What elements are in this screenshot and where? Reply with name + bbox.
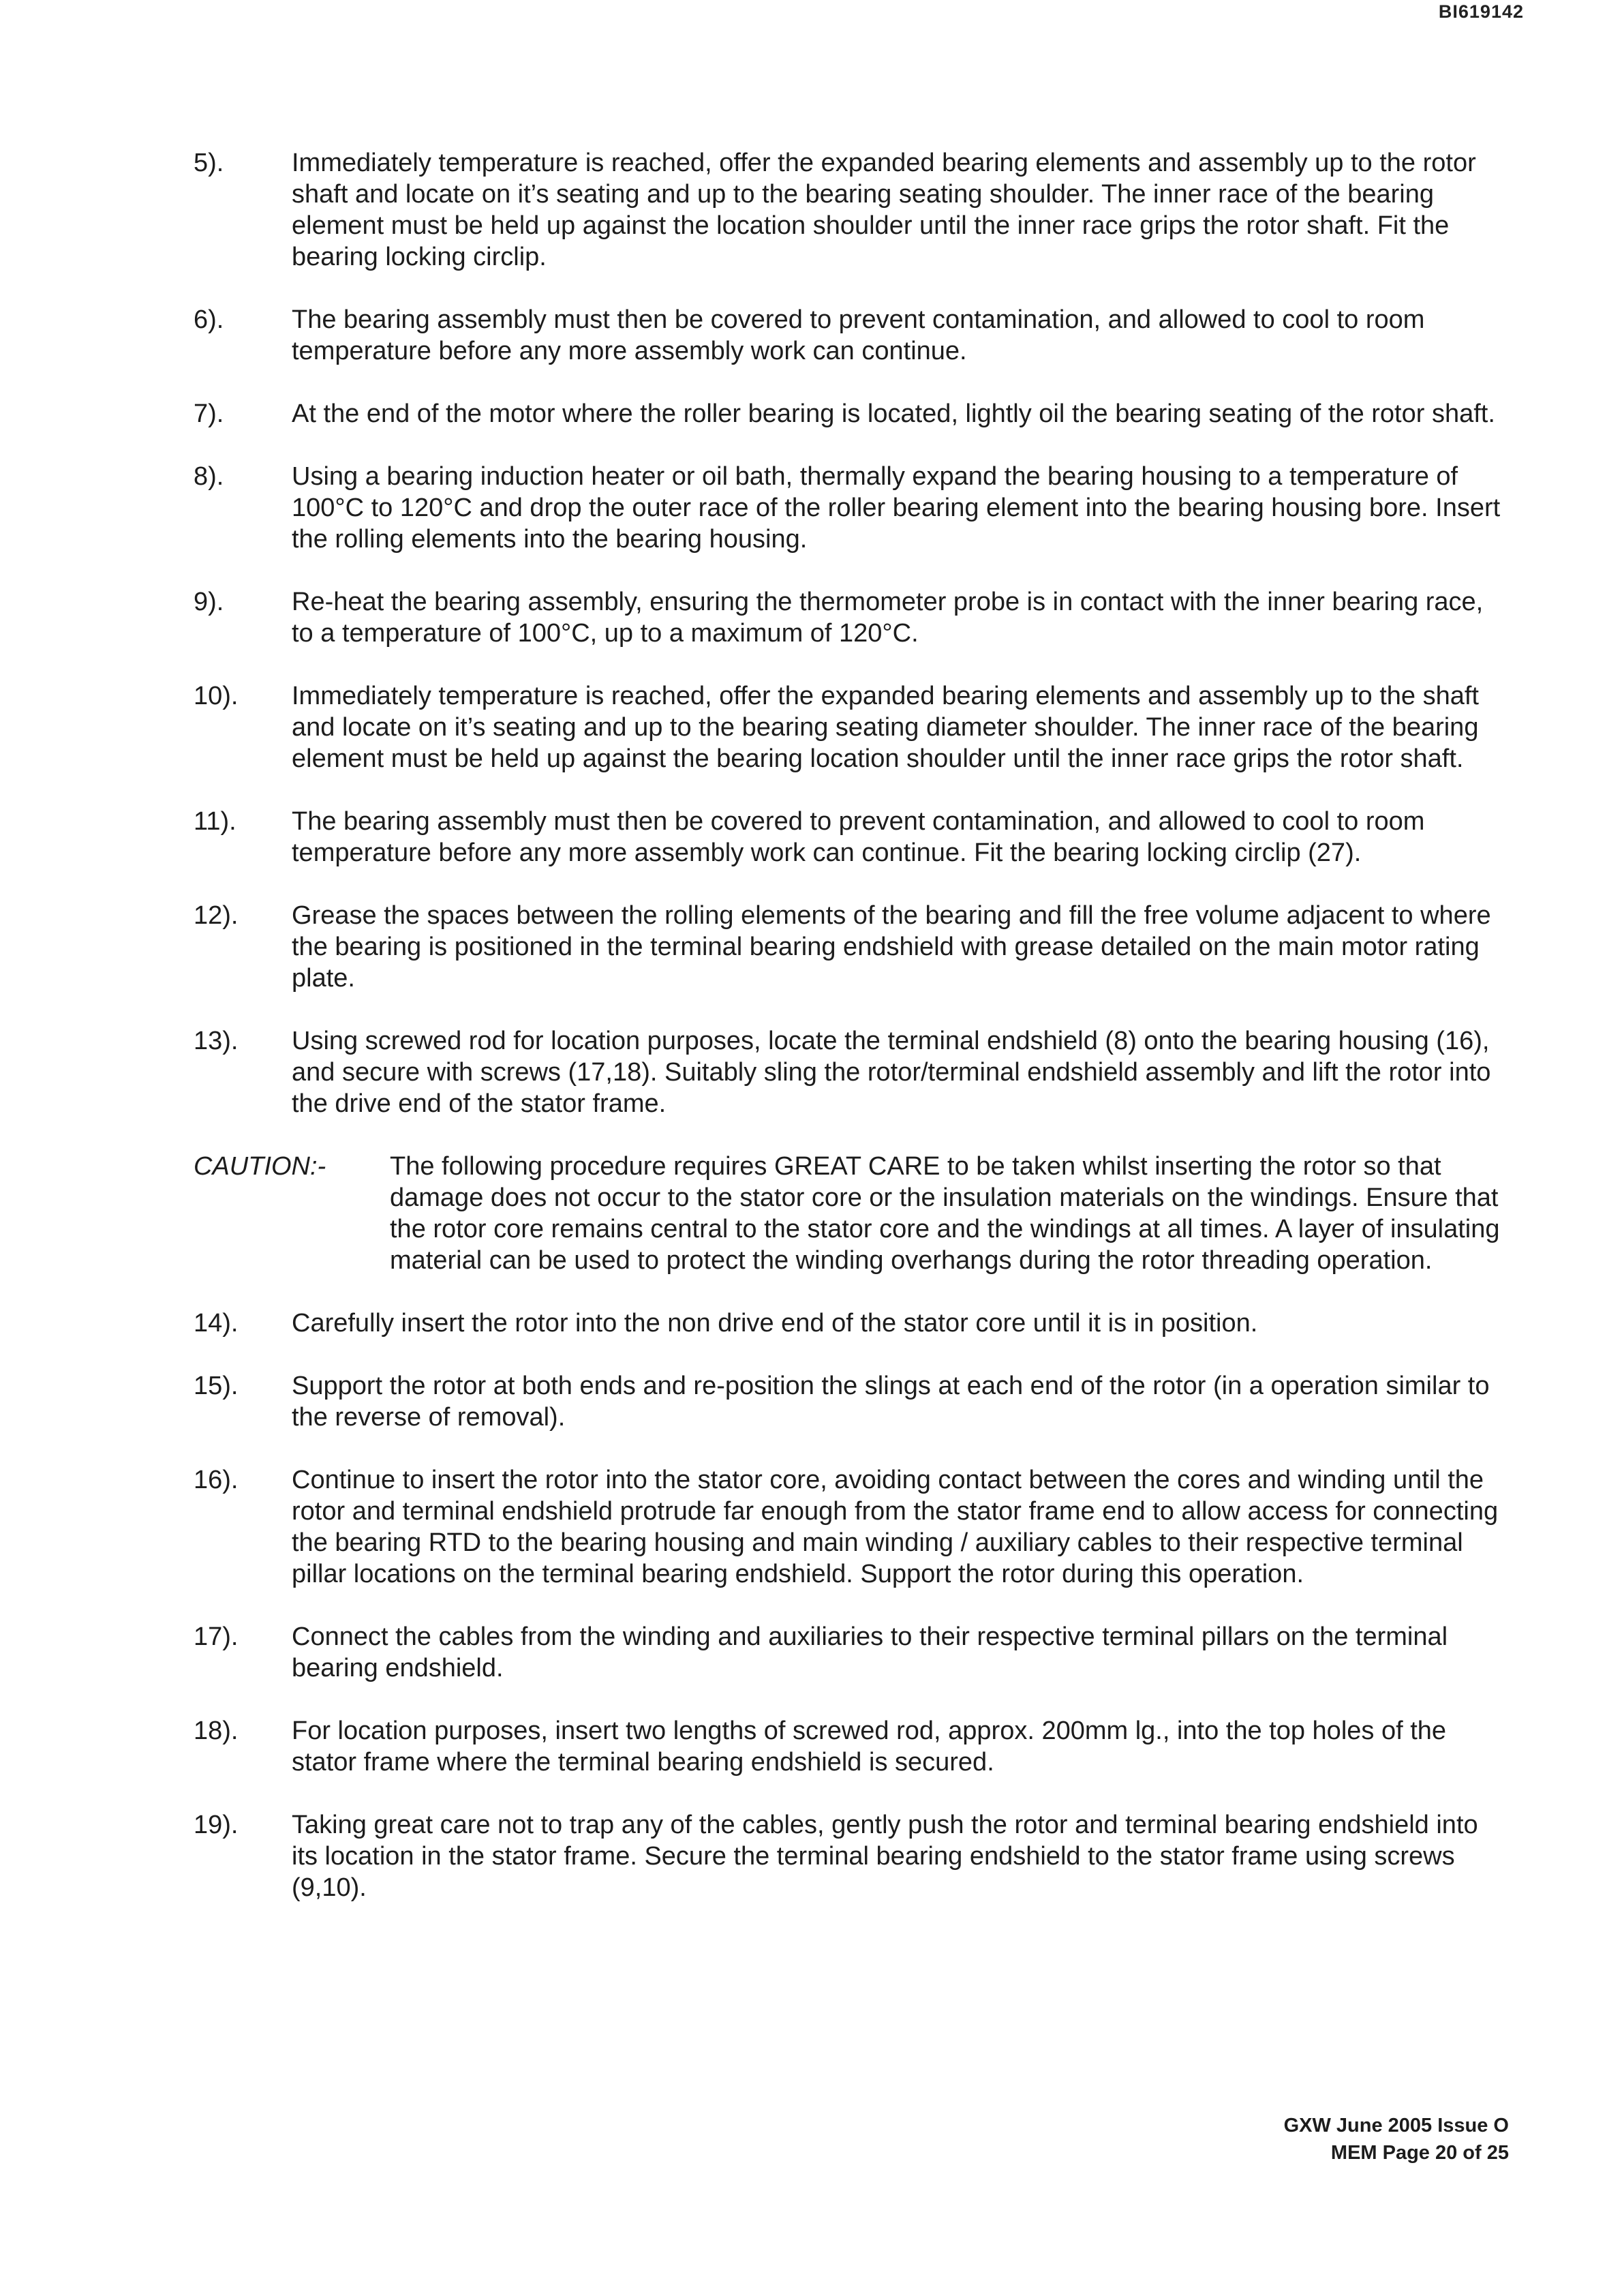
list-item <box>194 1809 1509 1903</box>
item-number: 16). <box>194 1466 239 1494</box>
item-number: 7). <box>194 399 224 428</box>
footer-issue: GXW June 2005 Issue O <box>1283 2115 1509 2136</box>
list-item <box>194 1025 1509 1119</box>
page-footer <box>1284 2112 1509 2166</box>
item-number: 15). <box>194 1372 239 1400</box>
item-number: 9). <box>194 588 224 616</box>
item-text: Grease the spaces between the rolling elements of the bearing and fill the free volume adjacent to where the bearing is positioned in the terminal bearing endshield with grease detailed on the main motor rating plate. <box>292 901 1491 993</box>
item-text: Immediately temperature is reached, offer the expanded bearing elements and assembly up to the shaft and locate on it’s seating and up to the bearing seating diameter shoulder. The inner race of the bearing element must be held up against the bearing location shoulder until the inner race grips the rotor shaft. <box>292 682 1479 773</box>
list-item <box>194 680 1509 774</box>
list-item <box>194 806 1509 868</box>
item-text: Support the rotor at both ends and re-position the slings at each end of the rotor (in a operation similar to the reverse of removal). <box>292 1372 1490 1432</box>
item-number: 13). <box>194 1027 239 1055</box>
item-text: Carefully insert the rotor into the non drive end of the stator core until it is in position. <box>292 1309 1258 1338</box>
procedure-list <box>194 147 1509 1935</box>
list-item <box>194 1308 1509 1339</box>
item-number: 12). <box>194 901 239 930</box>
item-text: Re-heat the bearing assembly, ensuring the thermometer probe is in contact with the inner bearing race, to a temperature of 100°C, up to a maximum of 120°C. <box>292 588 1484 648</box>
item-text: Connect the cables from the winding and auxiliaries to their respective terminal pillars on the terminal bearing endshield. <box>292 1622 1448 1682</box>
list-item <box>194 1464 1509 1590</box>
list-item <box>194 461 1509 555</box>
caution-note <box>194 1151 1509 1276</box>
item-text: For location purposes, insert two lengths of screwed rod, approx. 200mm lg., into the top holes of the stator frame where the terminal bearing endshield is secured. <box>292 1717 1447 1777</box>
footer-page-number: MEM Page 20 of 25 <box>1330 2142 1509 2164</box>
item-number: 5). <box>194 149 224 177</box>
item-number: 14). <box>194 1309 239 1338</box>
item-number: 18). <box>194 1717 239 1745</box>
item-number: 11). <box>194 807 236 836</box>
list-item <box>194 398 1509 429</box>
list-item <box>194 147 1509 273</box>
item-number: 8). <box>194 462 224 491</box>
item-number: 10). <box>194 682 239 710</box>
list-item <box>194 1370 1509 1433</box>
item-text: The bearing assembly must then be covered to prevent contamination, and allowed to cool to room temperature before any more assembly work can continue. <box>292 305 1425 365</box>
document-id: BI619142 <box>1438 1 1524 22</box>
item-text: Using a bearing induction heater or oil bath, thermally expand the bearing housing to a temperature of 100°C to 120°C and drop the outer race of the roller bearing element into the bearing housing bore. Insert the rolling elements into the bearing housing. <box>292 462 1501 554</box>
item-text: At the end of the motor where the roller bearing is located, lightly oil the bearing seating of the rotor shaft. <box>292 399 1495 428</box>
item-text: Continue to insert the rotor into the stator core, avoiding contact between the cores and winding until the rotor and terminal endshield protrude far enough from the stator frame end to allow access for connecting the bearing RTD to the bearing housing and main winding / auxiliary cables to their respective terminal pillar locations on the terminal bearing endshield. Support the rotor during this operation. <box>292 1466 1499 1588</box>
list-item <box>194 1715 1509 1778</box>
list-item <box>194 586 1509 649</box>
caution-label: CAUTION:- <box>194 1152 326 1181</box>
caution-text: The following procedure requires GREAT CARE to be taken whilst inserting the rotor so that damage does not occur to the stator core or the insulation materials on the windings. Ensure that the rotor core remains central to the stator core and the windings at all times. A layer of insulating material can be used to protect the winding overhangs during the rotor threading operation. <box>390 1152 1500 1275</box>
list-item <box>194 304 1509 367</box>
item-text: Taking great care not to trap any of the cables, gently push the rotor and terminal bearing endshield into its location in the stator frame. Secure the terminal bearing endshield to the stator frame using screws (9,10). <box>292 1811 1478 1902</box>
list-item <box>194 900 1509 994</box>
list-item <box>194 1621 1509 1684</box>
item-text: Immediately temperature is reached, offer the expanded bearing elements and assembly up to the rotor shaft and locate on it’s seating and up to the bearing seating shoulder. The inner race of the bearing element must be held up against the location shoulder until the inner race grips the rotor shaft. Fit the bearing locking circlip. <box>292 149 1476 271</box>
item-text: Using screwed rod for location purposes, locate the terminal endshield (8) onto the bearing housing (16), and secure with screws (17,18). Suitably sling the rotor/terminal endshield assembly and lift the rotor into the drive end of the stator frame. <box>292 1027 1491 1118</box>
item-number: 19). <box>194 1811 239 1839</box>
item-text: The bearing assembly must then be covered to prevent contamination, and allowed to cool to room temperature before any more assembly work can continue. Fit the bearing locking circlip (27). <box>292 807 1425 867</box>
item-number: 6). <box>194 305 224 334</box>
item-number: 17). <box>194 1622 239 1651</box>
